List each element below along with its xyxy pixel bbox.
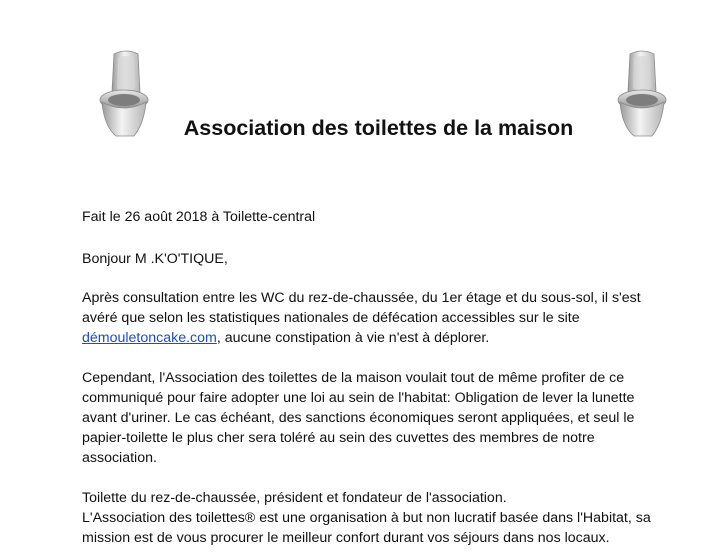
date-line: Fait le 26 août 2018 à Toilette-central xyxy=(82,209,316,225)
page-title: Association des toilettes de la maison xyxy=(183,116,574,140)
text-line: mission est de vous procurer le meilleur confort durant vos séjours dans nos locaux. xyxy=(82,530,610,546)
paragraph-law xyxy=(82,368,690,468)
text-fragment: , aucune constipation à vie n'est à déplorer. xyxy=(216,330,490,346)
text-line: papier-toilette le plus cher sera toléré au sein des cuvettes des membres de notre xyxy=(82,430,595,446)
text-line: Toilette du rez-de-chaussée, président et fondateur de l'association. xyxy=(82,490,507,506)
text-line: association. xyxy=(82,450,157,466)
text-line: avéré que selon les statistiques nationales de défécation accessibles sur le site xyxy=(82,310,580,326)
text-line: Cependant, l'Association des toilettes de la maison voulait tout de même profiter de ce xyxy=(82,370,625,386)
greeting: Bonjour M .K'O'TIQUE, xyxy=(82,251,228,267)
text-line: communiqué pour faire adopter une loi au sein de l'habitat: Obligation de lever la lunette xyxy=(82,390,635,406)
site-link[interactable]: démouletoncake.com xyxy=(82,330,217,346)
paragraph-signature xyxy=(82,488,690,548)
text-line xyxy=(82,328,690,348)
text-line: L'Association des toilettes® est une organisation à but non lucratif basée dans l'Habitat, sa xyxy=(82,510,651,526)
paragraph-consultation xyxy=(82,288,690,348)
text-line: Après consultation entre les WC du rez-de-chaussée, du 1er étage et du sous-sol, il s'est xyxy=(82,290,641,306)
text-line: avant d'uriner. Le cas échéant, des sanctions économiques seront appliquées, et seul le xyxy=(82,410,635,426)
